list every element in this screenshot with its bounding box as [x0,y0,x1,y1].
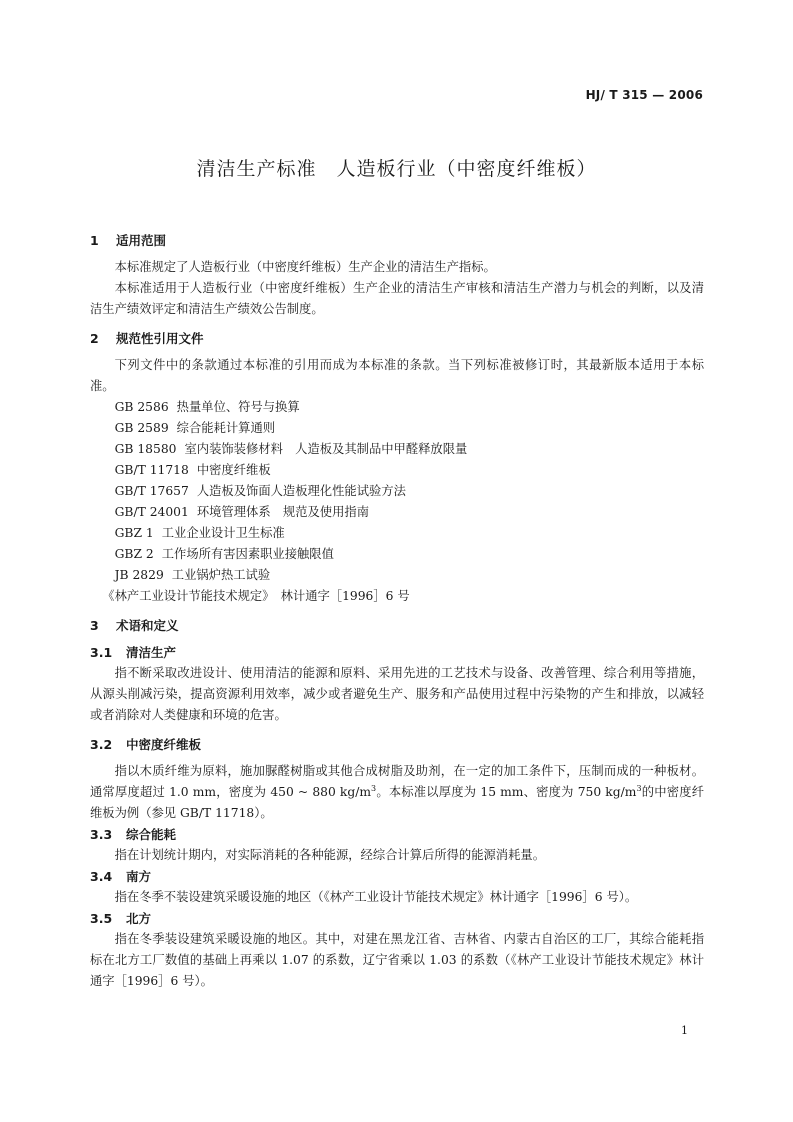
reference-item [90,565,704,586]
references-intro: 下列文件中的条款通过本标准的引用而成为本标准的条款。当下列标准被修订时，其最新版本适用于本标准。 [90,358,704,393]
definition-term: 北方 [126,911,152,926]
page-number: 1 [681,1024,688,1037]
definition-number: 3.4 [90,869,113,884]
scope-paragraph-2: 本标准适用于人造板行业（中密度纤维板）生产企业的清洁生产审核和清洁生产潜力与机会的判断，以及清洁生产绩效评定和清洁生产绩效公告制度。 [90,281,704,316]
section-heading-terms [90,615,704,636]
reference-title: 工业企业设计卫生标准 [161,526,285,540]
superscript: 3 [636,783,642,793]
reference-title: 工作场所有害因素职业接触限值 [161,547,334,561]
reference-item [90,502,704,523]
definition-heading-energy-consumption [90,824,704,845]
page-title: 清洁生产标准 人造板行业（中密度纤维板） [196,158,597,180]
reference-item [90,460,704,481]
reference-title: 室内装饰装修材料 人造板及其制品中甲醛释放限量 [184,442,468,456]
reference-item [90,523,704,544]
definition-term: 南方 [126,869,152,884]
reference-item [90,481,704,502]
definition-text-part: 指以木质纤维为原料，施加脲醛树脂或其他合成树脂及助剂，在一定的加工条件下，压制而成的一种板材。通常厚度超过 1.0 mm，密度为 450 ~ 880 kg/m [90,764,704,799]
definition-text: 指不断采取改进设计、使用清洁的能源和原料、采用先进的工艺技术与设备、改善管理、综合利用等措施，从源头削减污染，提高资源利用效率，减少或者避免生产、服务和产品使用过程中污染物的产生和排放，以减轻或者消除对人类健康和环境的危害。 [90,666,704,722]
standard-code: HJ/ T 315 — 2006 [585,88,703,102]
definition-heading-north [90,908,704,929]
reference-code: JB 2829 [114,568,164,582]
definition-number: 3.5 [90,911,113,926]
reference-title: 综合能耗计算通则 [176,421,276,435]
reference-code: GB/T 11718 [114,463,189,477]
section-number: 1 [90,233,99,248]
document-body [90,230,704,992]
reference-code: GB/T 17657 [114,484,189,498]
definition-text: 指在冬季不装设建筑采暖设施的地区（《林产工业设计节能技术规定》林计通字［1996］6 号）。 [114,890,638,904]
reference-item [90,439,704,460]
superscript: 3 [371,783,377,793]
reference-code: GB 2589 [114,421,169,435]
definition-term: 综合能耗 [126,827,177,842]
section-heading-scope [90,230,704,251]
reference-item [90,397,704,418]
reference-title: 工业锅炉热工试验 [171,568,271,582]
section-title: 术语和定义 [116,618,179,633]
reference-title: 人造板及饰面人造板理化性能试验方法 [196,484,406,498]
section-number: 3 [90,618,99,633]
reference-code: GB 2586 [114,400,169,414]
reference-code: GB/T 24001 [114,505,189,519]
definition-heading-south [90,866,704,887]
section-title: 适用范围 [116,233,167,248]
reference-code: GBZ 1 [114,526,154,540]
scope-paragraph-1: 本标准规定了人造板行业（中密度纤维板）生产企业的清洁生产指标。 [114,260,496,274]
reference-item [90,544,704,565]
reference-item [90,418,704,439]
definition-number: 3.2 [90,737,113,752]
definition-number: 3.3 [90,827,113,842]
definition-text [90,761,704,824]
reference-item-regulation: 《林产工业设计节能技术规定》 林计通字［1996］6 号 [102,589,410,603]
reference-title: 环境管理体系 规范及使用指南 [196,505,369,519]
reference-title: 中密度纤维板 [196,463,271,477]
reference-title: 热量单位、符号与换算 [176,400,300,414]
section-number: 2 [90,331,99,346]
definition-heading-mdf [90,734,704,755]
definition-text-part: 。本标准以厚度为 15 mm、密度为 750 kg/m [376,785,637,799]
definition-text-part: 的中密度纤维板为例（参见 GB/T 11718）。 [90,785,705,820]
section-title: 规范性引用文件 [116,331,204,346]
reference-code: GBZ 2 [114,547,154,561]
definition-term: 中密度纤维板 [126,737,202,752]
definition-number: 3.1 [90,645,113,660]
section-heading-normative-references [90,328,704,349]
definition-text: 指在计划统计期内，对实际消耗的各种能源，经综合计算后所得的能源消耗量。 [114,848,545,862]
reference-code: GB 18580 [114,442,177,456]
definition-term: 清洁生产 [126,645,177,660]
definition-text: 指在冬季装设建筑采暖设施的地区。其中，对建在黑龙江省、吉林省、内蒙古自治区的工厂，其综合能耗指标在北方工厂数值的基础上再乘以 1.07 的系数，辽宁省乘以 1.03 的系数（《林产工业设计节能技术规定》林计通字［1996］6 号）。 [90,932,704,988]
definition-heading-cleaner-production [90,642,704,663]
